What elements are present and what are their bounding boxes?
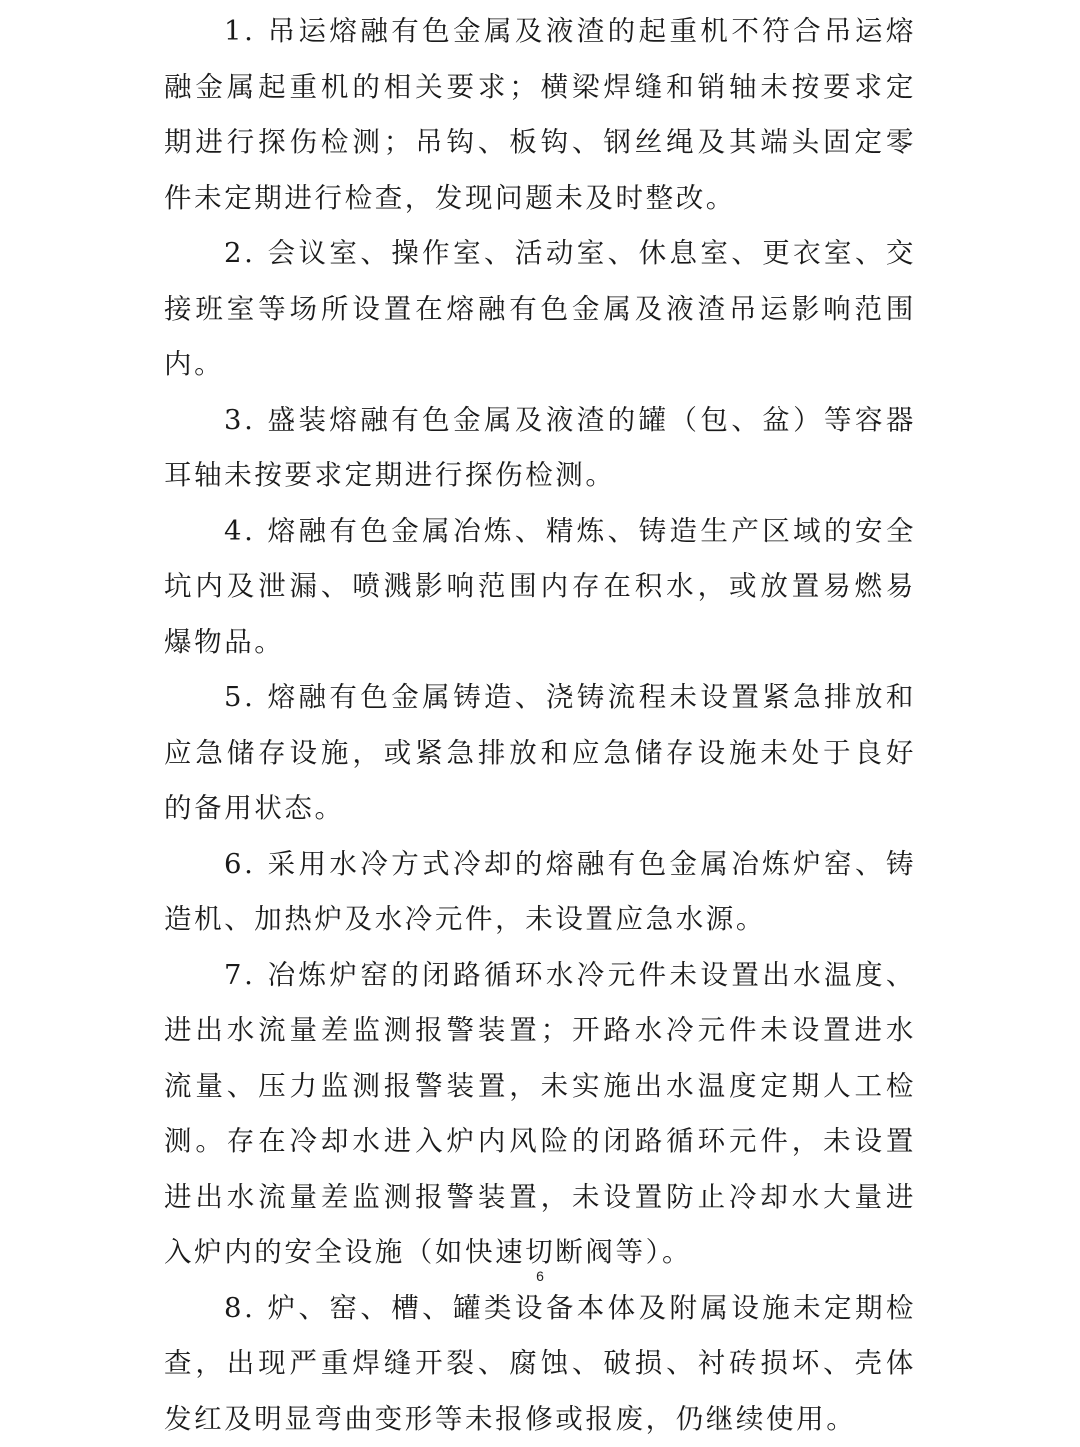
page-number: 6 bbox=[0, 1268, 1080, 1284]
list-item-7: 7. 冶炼炉窑的闭路循环水冷元件未设置出水温度、进出水流量差监测报警装置；开路水冷元件未设置进水流量、压力监测报警装置，未实施出水温度定期人工检测。存在冷却水进入炉内风险的闭路循环元件，未设置进出水流量差监测报警装置，未设置防止冷却水大量进入炉内的安全设施（如快速切断阀等）。 bbox=[164, 948, 916, 1281]
list-item-5: 5. 熔融有色金属铸造、浇铸流程未设置紧急排放和应急储存设施，或紧急排放和应急储存设施未处于良好的备用状态。 bbox=[164, 670, 916, 837]
list-item-6: 6. 采用水冷方式冷却的熔融有色金属冶炼炉窑、铸造机、加热炉及水冷元件，未设置应急水源。 bbox=[164, 837, 916, 948]
list-item-2: 2. 会议室、操作室、活动室、休息室、更衣室、交接班室等场所设置在熔融有色金属及液渣吊运影响范围内。 bbox=[164, 226, 916, 393]
list-item-4: 4. 熔融有色金属冶炼、精炼、铸造生产区域的安全坑内及泄漏、喷溅影响范围内存在积水，或放置易燃易爆物品。 bbox=[164, 504, 916, 671]
list-item-1: 1. 吊运熔融有色金属及液渣的起重机不符合吊运熔融金属起重机的相关要求；横梁焊缝和销轴未按要求定期进行探伤检测；吊钩、板钩、钢丝绳及其端头固定零件未定期进行检查，发现问题未及时整改。 bbox=[164, 4, 916, 226]
list-item-8: 8. 炉、窑、槽、罐类设备本体及附属设施未定期检查，出现严重焊缝开裂、腐蚀、破损、衬砖损坏、壳体发红及明显弯曲变形等未报修或报废，仍继续使用。 bbox=[164, 1281, 916, 1447]
document-body bbox=[164, 4, 916, 1447]
list-item-3: 3. 盛装熔融有色金属及液渣的罐（包、盆）等容器耳轴未按要求定期进行探伤检测。 bbox=[164, 393, 916, 504]
